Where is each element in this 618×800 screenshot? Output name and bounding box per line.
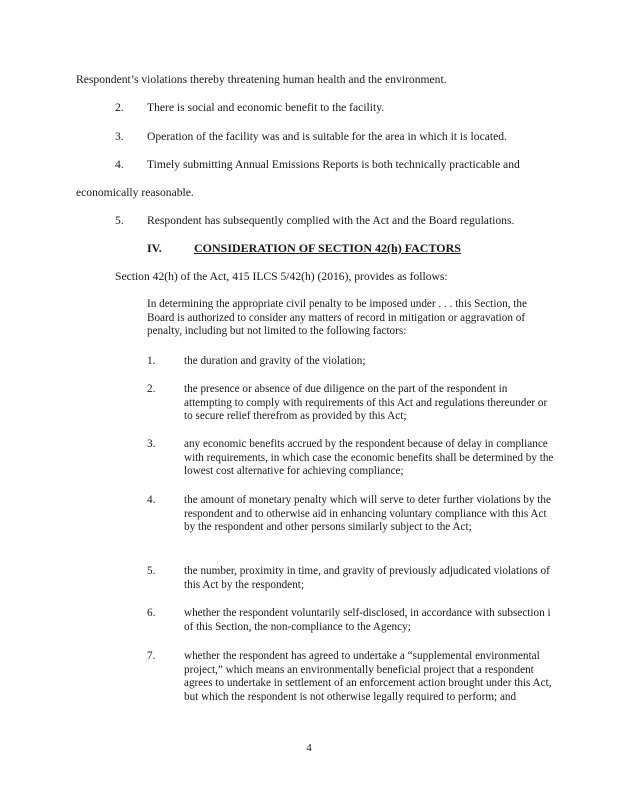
factor-5-text: the number, proximity in time, and gravity of previously adjudicated violations of this Act by the respondent;	[184, 565, 550, 591]
section-intro: Section 42(h) of the Act, 415 ILCS 5/42(h) (2016), provides as follows:	[115, 270, 448, 283]
factor-7-number: 7.	[147, 650, 156, 662]
factor-4-number: 4.	[147, 494, 156, 506]
factor-2-text: the presence or absence of due diligence on the part of the respondent in attempting to comply with requirements of this Act and regulations thereunder or to secure relief therefrom as provided by this Act;	[184, 383, 548, 423]
paragraph-5-text: Respondent has subsequently complied with the Act and the Board regulations.	[147, 214, 515, 227]
factor-6-text: whether the respondent voluntarily self-disclosed, in accordance with subsection i of this Section, the non-compliance to the Agency;	[184, 607, 551, 633]
continuation-line: Respondent’s violations thereby threatening human health and the environment.	[76, 73, 447, 86]
paragraph-3-number: 3.	[115, 130, 124, 143]
paragraph-2-text: There is social and economic benefit to the facility.	[147, 101, 385, 114]
quote-lead: In determining the appropriate civil penalty to be imposed under . . . this Section, the Board is authorized to consider any matters of record in mitigation or aggravation of penalty, including but not limited to the following factors:	[147, 298, 527, 338]
factor-3-text: any economic benefits accrued by the respondent because of delay in compliance with requirements, in which case the economic benefits shall be determined by the lowest cost alternative for achieving compliance;	[184, 438, 554, 478]
section-number: IV.	[147, 241, 162, 255]
paragraph-2-number: 2.	[115, 101, 124, 114]
page-number: 4	[306, 742, 312, 754]
factor-4-text: the amount of monetary penalty which will serve to deter further violations by the respondent and to otherwise aid in enhancing voluntary compliance with this Act by the respondent and other persons similarly subject to the Act;	[184, 494, 551, 534]
paragraph-4-text: Timely submitting Annual Emissions Reports is both technically practicable and	[147, 158, 520, 171]
section-title-text: CONSIDERATION OF SECTION 42(h) FACTORS	[194, 241, 461, 255]
section-title	[194, 241, 461, 256]
paragraph-4-continuation: economically reasonable.	[76, 186, 194, 199]
factor-3-number: 3.	[147, 438, 156, 450]
paragraph-5-number: 5.	[115, 214, 124, 227]
factor-5-number: 5.	[147, 565, 156, 577]
paragraph-4-number: 4.	[115, 158, 124, 171]
factor-2-number: 2.	[147, 383, 156, 395]
paragraph-3-text: Operation of the facility was and is suitable for the area in which it is located.	[147, 130, 507, 143]
factor-7-text: whether the respondent has agreed to undertake a “supplemental environmental project,” which means an environmentally beneficial project that a respondent agrees to undertake in settlement of an enforcement action brought under this Act, but which the respondent is not otherwise legally required to perform; and	[184, 650, 552, 703]
factor-1-number: 1.	[147, 355, 156, 367]
factor-1-text: the duration and gravity of the violation;	[184, 355, 366, 367]
factor-6-number: 6.	[147, 607, 156, 619]
